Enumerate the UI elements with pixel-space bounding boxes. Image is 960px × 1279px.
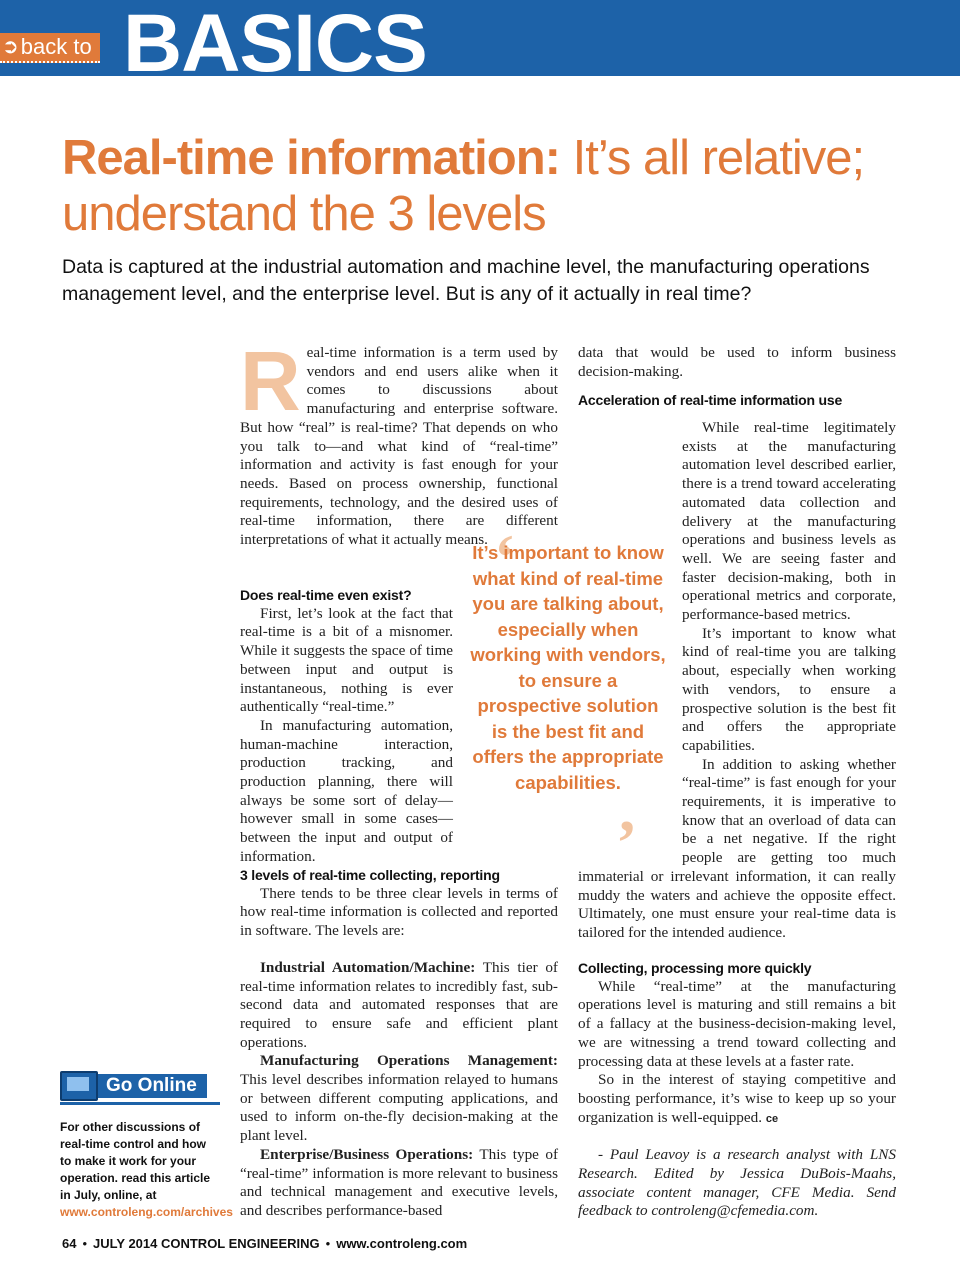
level-1 — [240, 959, 558, 1053]
section-title: BASICS — [123, 0, 427, 89]
paragraph-collect-1: While “real-time” at the manufacturing operations level is maturing and still remains a bit of a fallacy at the business-decision-making level, we are witnessing a trend toward collecting and processing data at these levels at a faster rate. — [578, 977, 896, 1070]
article-title-rest: It’s all relative; understand the 3 levels — [62, 131, 865, 241]
level-3-label: Enterprise/Business Operations: — [260, 1145, 474, 1163]
heading-acceleration: Acceleration of real-time information use — [578, 392, 843, 409]
paragraph-levels: There tends to be three clear levels in terms of how real-time information is collected and reported in software. The levels are: — [240, 884, 558, 940]
level-3-text: This type of “real-time” information is more relevant to business and technical management and executive levels, and describes performance-based — [240, 1145, 558, 1219]
continued-paragraph: data that would be used to inform business decision-making. — [578, 344, 896, 380]
go-online-description: For other discussions of real-time control and how to make it work for your operation. read this article in July, online, at — [60, 1120, 211, 1202]
paragraph-exist-1: First, let’s look at the fact that real-time is a bit of a misnomer. While it suggests the space of time between input and output is instantaneous, nothing is ever authentically “real-time.” — [240, 604, 453, 716]
go-online-box — [60, 1070, 233, 1221]
pull-quote: It’s important to know what kind of real-time you are talking about, especially when working with vendors, to ensure a prospective solution is the best fit and offers the appropriate capabilities. — [470, 542, 666, 793]
end-mark: ce — [765, 1112, 779, 1125]
heading-exist: Does real-time even exist? — [240, 587, 412, 603]
paragraph-accel-2: It’s important to know what kind of real-time you are talking about, especially when working with vendors, to ensure a prospective solution is the best fit and offers the appropriate capabilities. — [682, 624, 896, 754]
back-arrow-icon: ➲ — [2, 36, 19, 58]
level-2-text: This level describes information relayed to humans or between different computing applications, and used to inform on-the-fly decision-making at the plant level. — [240, 1071, 558, 1145]
left-column — [240, 334, 558, 550]
author-signature: - Paul Leavoy is a research analyst with LNS Research. Edited by Jessica DuBois-Maahs, associate content manager, CFE Media. Send feedback to controleng@cfemedia.com. — [578, 1146, 896, 1220]
close-quote-icon: ’ — [616, 807, 638, 878]
go-online-header — [60, 1070, 220, 1105]
go-online-text — [60, 1119, 233, 1221]
page-number: 64 — [62, 1236, 77, 1251]
paragraph-collect-2 — [578, 1071, 896, 1128]
intro-paragraph: eal-time information is a term used by vendors and end users alike when it comes to discussions about manufacturing and enterprise software. But how “real” is real-time? That depends on who you talk to—and what kind of “real-time” information and activity is fast enough for your needs. Based on process ownership, functional requirements, technology, and the desired uses of real-time information, there are different interpretations of what it actually means. — [240, 344, 558, 549]
go-online-label: Go Online — [96, 1074, 207, 1098]
acceleration-section — [578, 419, 896, 943]
level-2-label: Manufacturing Operations Management: — [260, 1052, 558, 1070]
back-to-button[interactable] — [0, 33, 100, 63]
level-1-label: Industrial Automation/Machine: — [260, 958, 476, 976]
go-online-link[interactable]: www.controleng.com/archives — [60, 1205, 233, 1219]
paragraph-accel-3: In addition to asking whether “real-time” is fast enough for your requirements, it is imperative to know that an overload of data can be a net negative. If the right people are getting too much immaterial or irrelevant information, it can really muddy the waters and achieve the opposite effect. Ultimately, one must ensure your real-time data is tailored for the intended audience. — [578, 755, 896, 941]
computer-icon — [60, 1071, 98, 1101]
site-link[interactable]: www.controleng.com — [336, 1236, 468, 1251]
heading-levels: 3 levels of real-time collecting, reporting — [240, 867, 500, 883]
page-footer: 64 • JULY 2014 CONTROL ENGINEERING • www.controleng.com — [62, 1236, 468, 1251]
article-deck: Data is captured at the industrial automation and machine level, the manufacturing operations management level, and the enterprise level. But is any of it actually in real time? — [62, 256, 870, 305]
drop-cap: R — [240, 334, 301, 428]
open-quote-icon: ‘ — [494, 521, 516, 592]
left-narrow-column — [240, 586, 453, 867]
article-title — [62, 130, 942, 242]
paragraph-accel-1-text: While real-time legitimately exists at the manufacturing automation level described earlier, there is a trend toward accelerating automated data collection and delivery at the manufacturing operations and business levels as well. We are seeing faster and faster decision-making, both in operational metrics and corporate, performance-based metrics. — [682, 419, 896, 624]
levels-section — [240, 866, 558, 1221]
back-to-label: back to — [20, 34, 92, 59]
heading-collect: Collecting, processing more quickly — [578, 960, 812, 976]
level-1-text: This tier of real-time information relates to incredibly fast, sub-second data and automated responses that are required to ensure safe and efficient plant operations. — [240, 958, 558, 1051]
paragraph-collect-2-text: So in the interest of staying competitive and boosting performance, it’s wise to keep up so your organization is well-equipped. — [578, 1071, 896, 1126]
issue-label: JULY 2014 CONTROL ENGINEERING — [93, 1236, 320, 1251]
collect-section — [578, 959, 896, 1221]
article-title-bold: Real-time information: — [62, 131, 560, 185]
paragraph-exist-2: In manufacturing automation, human-machine interaction, production tracking, and production planning, there will always be some sort of delay—however small in some cases—between the input and output of information. — [240, 716, 453, 865]
level-2 — [240, 1052, 558, 1146]
right-column-top — [578, 344, 896, 410]
level-3 — [240, 1146, 558, 1221]
pull-quote-spacer — [578, 419, 682, 855]
